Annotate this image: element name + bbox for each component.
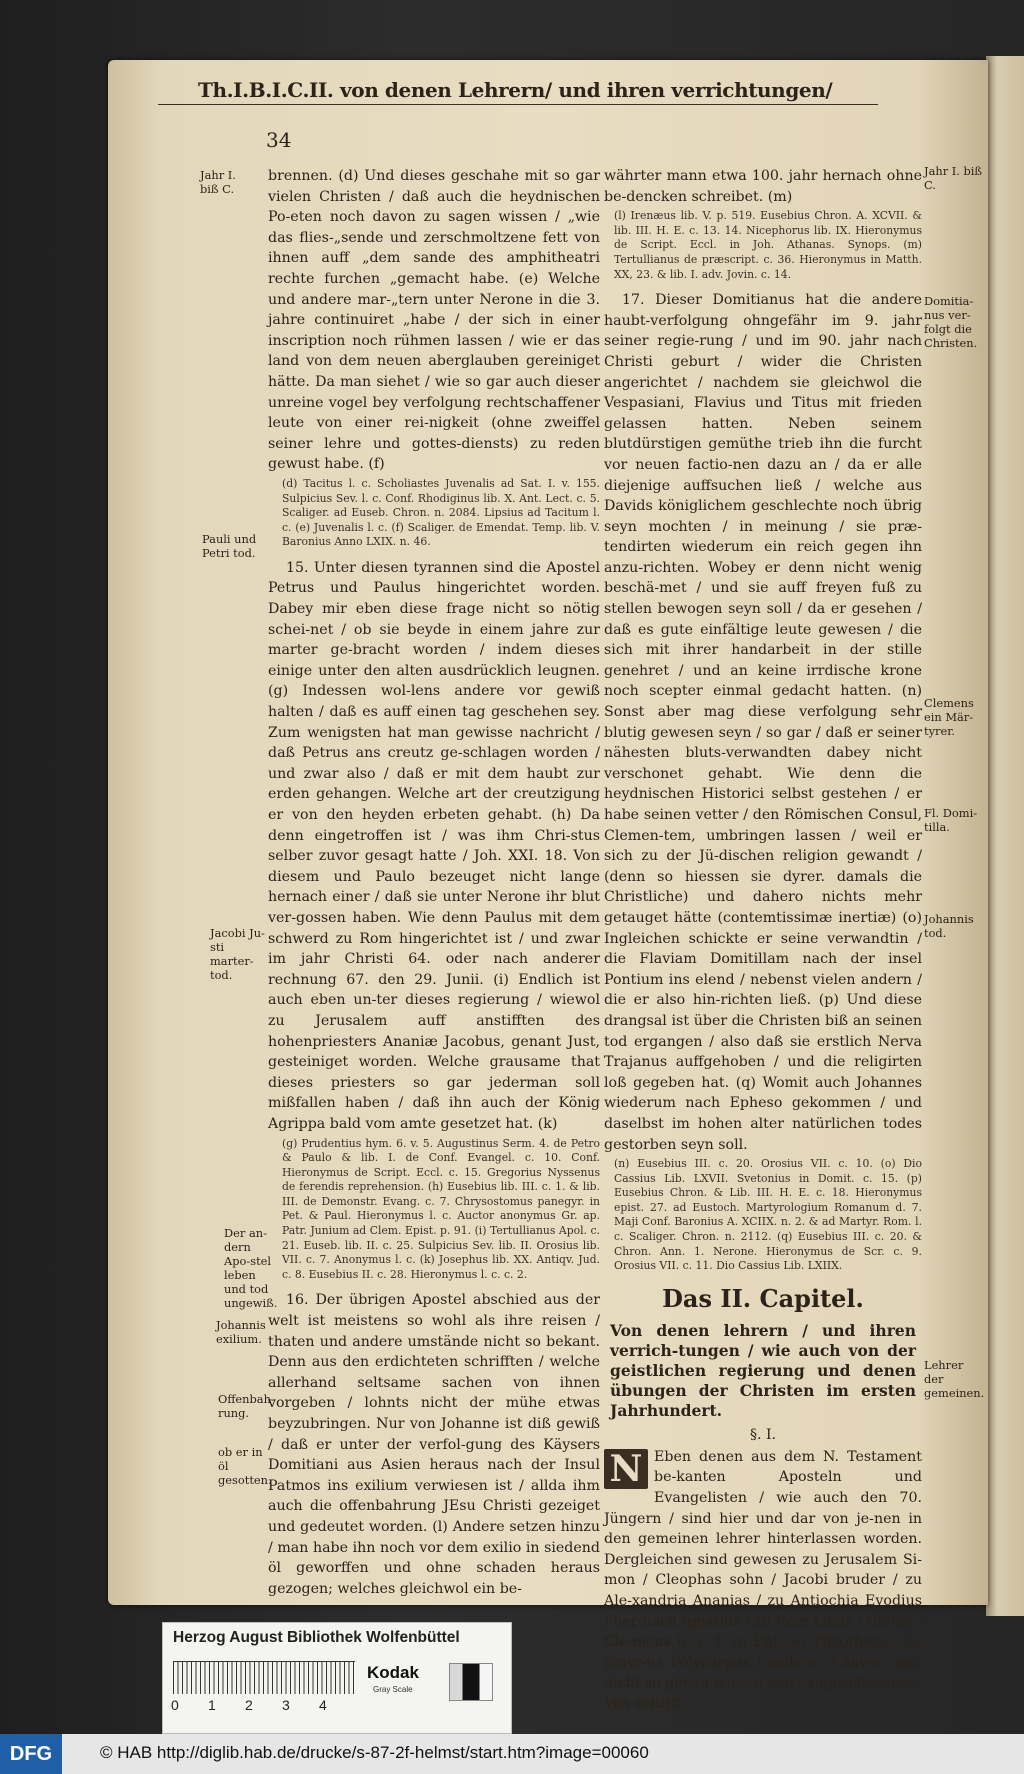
- ruler-numbers: [171, 1697, 371, 1713]
- footnotes-d-f: (d) Tacitus l. c. Scholiastes Juvenalis ad Sat. I. v. 155. Sulpicius Sev. l. c. Conf. Rhodiginus lib. X. Ant. Lect. c. 5. Scaliger. ad Euseb. Chron. n. 2084. Lipsius ad Tacitum l. c. (e) Juvenalis l. c. (f) Scaliger. de Emendat. Temp. lib. V. Baronius Anno LXIX. n. 46.: [282, 476, 600, 549]
- margin-note-year-right: Jahr I. biß C.: [924, 164, 983, 192]
- scale-ruler: [173, 1661, 355, 1694]
- section-mark: §. I.: [750, 1426, 776, 1443]
- margin-note-domitianus: Domitia-nus ver-folgt die Christen.: [924, 294, 978, 350]
- right-column: [604, 166, 922, 1715]
- running-title: Th.I.B.I.C.II. von denen Lehrern/ und ihren verrichtungen/: [198, 78, 833, 102]
- chapter-title: Das II. Capitel.: [662, 1283, 864, 1313]
- left-column: [268, 166, 600, 1599]
- section-1: [604, 1447, 922, 1715]
- margin-note-johannis-tod: Johannis tod.: [924, 912, 974, 940]
- dfg-logo: DFG: [0, 1734, 62, 1774]
- library-color-card: [162, 1622, 512, 1734]
- ruler-number: 2: [245, 1697, 253, 1713]
- gray-scale-label: Gray Scale: [373, 1685, 413, 1694]
- margin-note-exilium: Johannis exilium.: [216, 1318, 266, 1346]
- footnotes-n-q: (n) Eusebius III. c. 20. Orosius VII. c. 10. (o) Dio Cassius Lib. LXVII. Svetonius in Domit. c. 15. (p) Eusebius Chron. & Lib. III. H. E. c. 18. Hieronymus epist. 27. ad Eustoch. Martyrologium Romanum d. 7. Maji Conf. Baronius A. XCIIX. n. 2. & ad Martyr. Rom. l. c. Scaliger. Chron. n. 2112. (q) Eusebius III. c. 20. & Chron. Ann. 1. Nerone. Hieronymus de Scr. c. 9. Orosius VII. c. 11. Dio Cassius Lib. LXIIX.: [614, 1157, 922, 1273]
- library-name: Herzog August Bibliothek Wolfenbüttel: [173, 1629, 460, 1646]
- paragraph-15: 15. Unter diesen tyrannen sind die Apostel Petrus und Paulus hingerichtet worden. Dabey mir eben diese frage nicht so nötig schei-net / ob sie beyde in einem jahre zur marter ge-bracht worden / indem dieses einige unter den alten ausdrücklich leugnen. (g) Indessen wol-lens andere vor gewiß halten / daß es auff einen tag geschehen sey. Zum wenigsten hat man gewisse nachricht / daß Petrus ans creutz ge-schlagen worden / und zwar also / daß er mit dem haubt zur erden gehangen. Welche art der creutzigung er von den heyden erbeten gehabt. (h) Da denn eingetroffen ist / was ihm Chri-stus selber zuvor gesagt hatte / Joh. XXI. 18. Von diesem und Paulo bezeuget nicht lange hernach einer / daß sie unter Nerone ihr blut ver-gossen haben. Wie denn Paulus mit dem schwerd zu Rom hingerichtet ist / und zwar im jahr Christi 64. oder nach anderer rechnung 67. den 29. Junii. (i) Endlich ist auch eben un-ter dieses regierung / wiewol zu Jerusalem auff anstifften des hohenpriesters Ananiæ Jacobus, genant Just, gesteiniget worden. Welche grausame that dieses priesters so gar jederman soll mißfallen haben / daß ihn auch der König Agrippa bald vom amte gesetzet hat. (k): [268, 559, 600, 1132]
- paragraph-section-1: Eben denen aus dem N. Testament be-kanten Aposteln und Evangelisten / wie auch den 70. Jüngern / sind hier und dar von je-nen in den gemeinen lehrer hinterlassen worden. Dergleichen sind gewesen zu Jerusalem Si-mon / Cleophas sohn / Jacobi bruder / zu Ale-xandria Ananias / zu Antiochia Evodius / her-nach Ignatius / zu Rom Linus / Cletus / Cle-mens u. s. f. zu Epheso Timotheus / zu Smyr-na Polycarpus / anderer / davon man nicht so genau wissen kan / zugeschweigen. Von schriff-: [604, 1448, 922, 1712]
- footer-bar: [0, 1734, 1024, 1774]
- margin-note-pauli-petri: Pauli und Petri tod.: [202, 532, 257, 560]
- margin-note-lehrer: Lehrer der gemeinen.: [924, 1358, 985, 1400]
- dropcap-letter: N: [604, 1449, 648, 1489]
- paragraph-17: 17. Dieser Domitianus hat die andere haubt-verfolgung ohngefähr im 9. jahr seiner regie-rung / und im 90. jahr nach Christi geburt / wider die Christen angerichtet / nachdem sie gleichwol die Vespasiani, Flavius und Titus mit frieden gelassen hatten. Neben seinem blutdürstigen gemüthe trieb ihn die furcht vor neuen factio-nen dazu an / da er alle diejenige auffsuchen ließ / welche aus Davids königlichem geschlechte noch übrig seyn mochten / in meinung / sie præ-tendirten wiederum ein reich gegen ihn anzu-richten. Wobey er denn nicht wenig beschä-met / und sie auff freyen fuß zu stellen bewogen seyn soll / da er gesehen / daß es gute einfältige leute gewesen / die sich mit ihrer handarbeit in der stille genehret / und an keine irrdische krone noch scepter einmal gedacht hatten. (n) Sonst aber mag diese verfolgung sehr blutig gewesen seyn / so gar / daß er seiner nähesten bluts-verwandten dabey nicht verschonet gehabt. Wie denn die heydnischen Historici selbst gestehen / er habe seinen vetter / den Römischen Consul, Clemen-tem, umbringen lassen / weil er sich zu der Jü-dischen religion gewandt / (denn so hiessen sie dyrer. damals die Christliche) und dahero nichts mehr getauget hätte (contemtissimæ inertiæ) (o) Ingleichen schickte er seine verwandtin / die Flaviam Domitillam nach der insel Pontium ins elend / nebenst vielen andern / die er also hin-richten ließ. (p) Und diese drangsal ist über die Christen biß an seinen tod ergangen / also daß sie erstlich Nerva Trajanus auffgehoben / und die religirten loß gegeben hat. (q) Womit auch Johannes wiederum nach Epheso gekommen / und daselbst im hohen alter natürlichen todes gestorben seyn soll.: [604, 292, 922, 1153]
- ruler-number: 3: [282, 1697, 290, 1713]
- ruler-number: 4: [319, 1697, 327, 1713]
- next-page-edge: [986, 56, 1024, 1616]
- footnotes-g-k: (g) Prudentius hym. 6. v. 5. Augustinus Serm. 4. de Petro & Paulo & lib. I. de Conf. Evangel. c. 10. Conf. Hieronymus de Script. Eccl. c. 15. Gregorius Nyssenus de ferendis reprehension. (h) Eusebius lib. III. c. 1. & lib. III. de Demonstr. Evang. c. 7. Chrysostomus panegyr. in Pet. & Paul. Hieronymus l. c. Auctor anonymus Gr. ap. Patr. Junium ad Clem. Epist. p. 91. (i) Tertullianus Apol. c. 21. Euseb. lib. II. c. 25. Sulpicius Sev. lib. II. Orosius lib. VII. c. 7. Anonymus l. c. (k) Josephus lib. XX. Antiqv. Jud. c. 8. Eusebius II. c. 28. Hieronymus l. c. c. 2.: [282, 1136, 600, 1281]
- footer-copyright-link[interactable]: © HAB http://diglib.hab.de/drucke/s-87-2f-helmst/start.htm?image=00060: [100, 1743, 649, 1762]
- margin-note-domitilla: Fl. Domi-tilla.: [924, 806, 978, 834]
- margin-note-offenbahrung: Offenbah-rung.: [218, 1392, 275, 1420]
- margin-note-clemens: Clemens ein Mär-tyrer.: [924, 696, 974, 738]
- kodak-logo: Kodak: [367, 1663, 419, 1682]
- margin-note-oel: ob er in öl gesotten.: [218, 1445, 272, 1487]
- paragraph-14: brennen. (d) Und dieses geschahe mit so gar vielen Christen / daß auch die heydnischen Po-eten noch davon zu sagen wissen / „wie das flies-„sende und zerschmoltzene fett von ihnen auff „dem sande des amphitheatri rechte furchen „gemacht habe. (e) Welche und andere mar-„tern unter Nerone in die 3. jahre continuiret „habe / der sich in einer inscription noch rühmen lassen / wie er das land von dem neuen aberglauben gereiniget hätte. Da man siehet / wie so gar auch dieser unreine vogel bey verfolgung rechtschaffener leute von einer rei-nigkeit (ohne zweiffel seiner lehre und gottes-diensts) zu reden gewust habe. (f): [268, 168, 600, 473]
- paragraph-16: 16. Der übrigen Apostel abschied aus der welt ist meistens so wohl als ihre reisen / thaten und andere umstände nicht so bekant. Denn aus den erdichteten schrifften / welche allerhand seltsame sachen von ihnen vorgeben / lohnts nicht der mühe etwas beyzubringen. Nur von Johanne ist diß gewiß / daß er unter der verfol-gung des Käysers Domitiani aus Asien heraus nach der Insul Patmos ins exilium verwiesen ist / allda ihm auch die offenbahrung JEsu Christi gezeiget und gedeutet worden. (l) Andere setzen hinzu / man habe ihn noch vor dem exilio in siedend öl geworffen und ohne schaden heraus gezogen; welches gleichwol ein be-: [268, 1292, 600, 1597]
- margin-note-apostel: Der an-dern Apo-stel leben und tod ungewiß.: [224, 1226, 278, 1310]
- page-header: [158, 70, 878, 105]
- footnotes-l-m: (l) Irenæus lib. V. p. 519. Eusebius Chron. A. XCVII. & lib. III. H. E. c. 13. 14. Nicephorus lib. IX. Hieronymus de Script. Eccl. in Joh. Athanas. Synops. (m) Tertullianus de præscript. c. 36. Hieronymus in Matth. XX, 23. & lib. I. adv. Jovin. c. 14.: [614, 209, 922, 281]
- gray-scale-swatch: [449, 1663, 493, 1701]
- margin-note-year: Jahr I. biß C.: [200, 168, 236, 196]
- margin-note-jacobi: Jacobi Ju-sti marter-tod.: [210, 926, 265, 982]
- chapter-subtitle: Von denen lehrern / und ihren verrich-tungen / wie auch von der geistlichen regierung und denen übungen der Christen im ersten Jahrhundert.: [610, 1320, 916, 1420]
- paragraph-16-continued: währter mann etwa 100. jahr hernach ohne be-dencken schreibet. (m): [604, 168, 922, 205]
- ruler-number: 0: [171, 1697, 179, 1713]
- ruler-number: 1: [208, 1697, 216, 1713]
- page-number: 34: [266, 128, 292, 152]
